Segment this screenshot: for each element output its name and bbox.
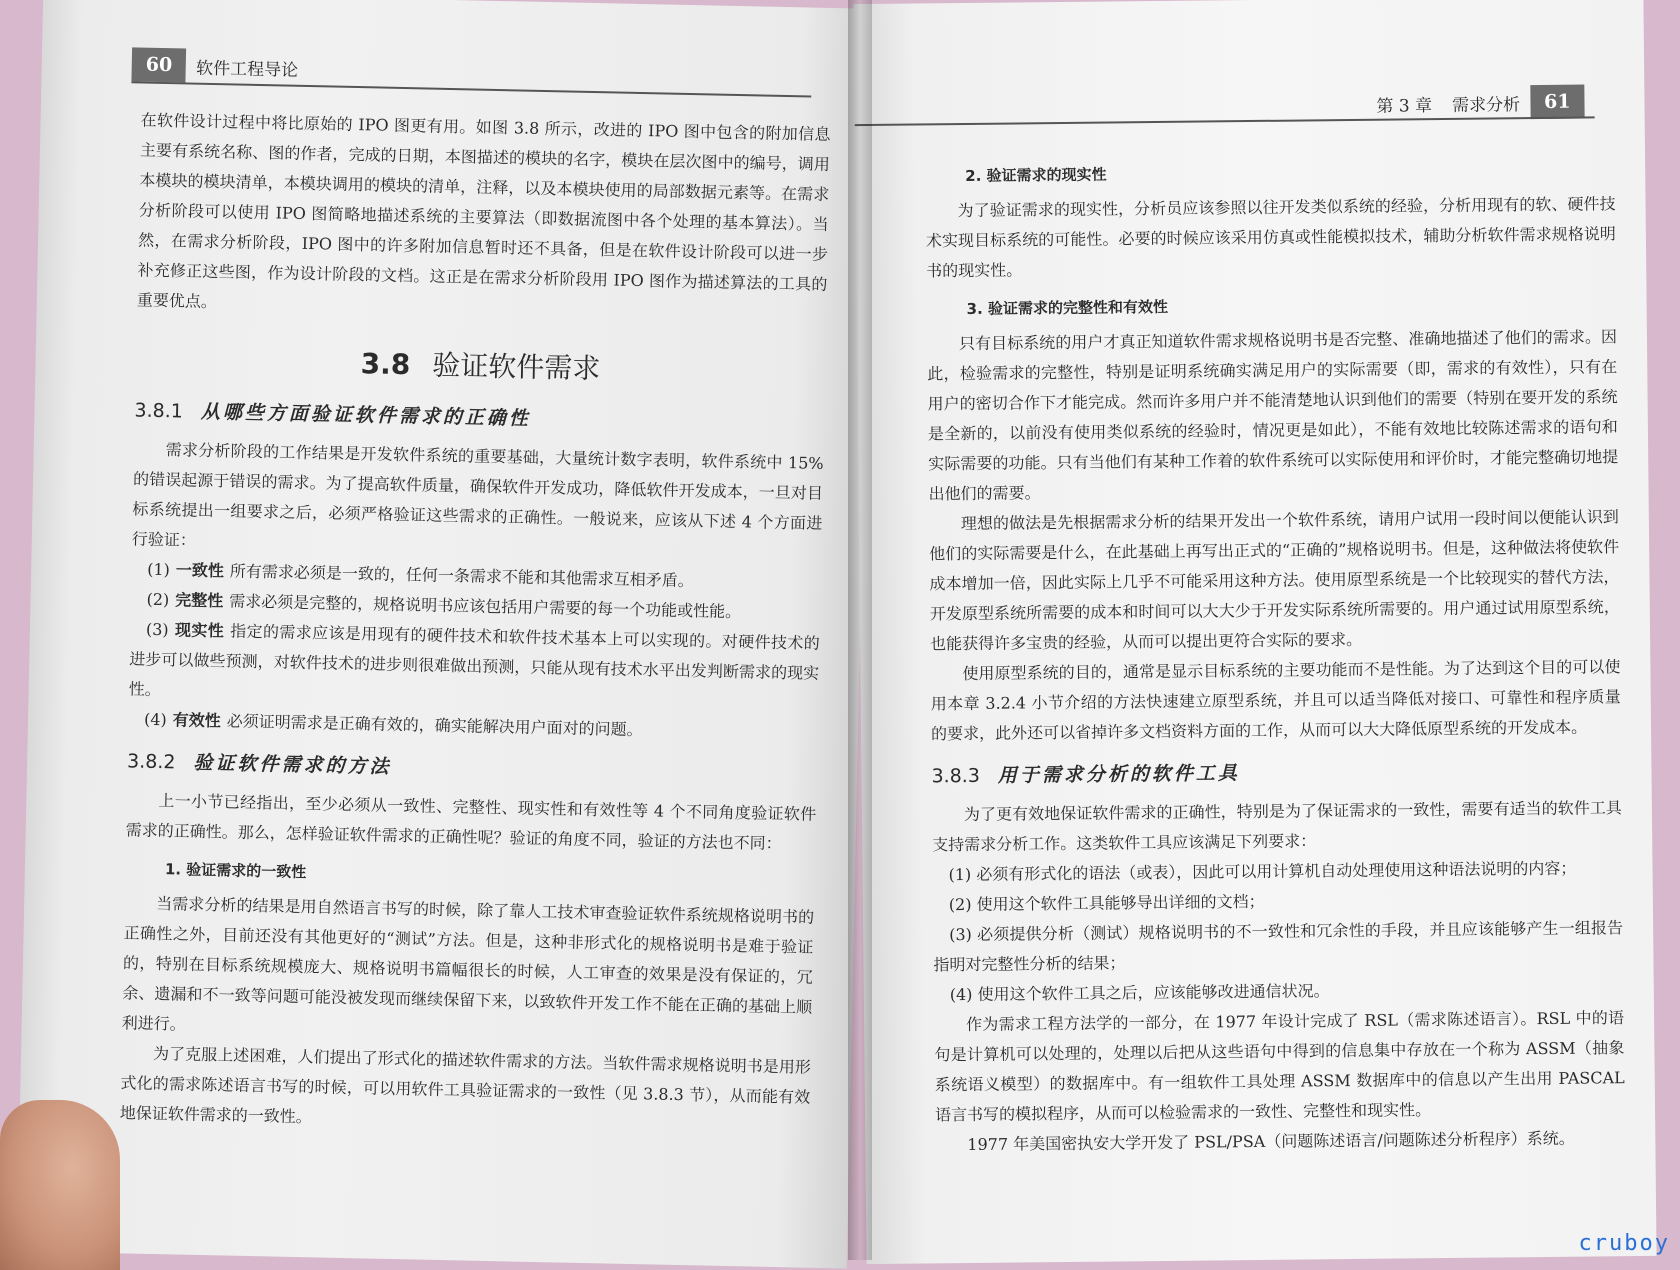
section-title: 验证软件需求: [431, 348, 601, 386]
right-content: [925, 146, 1626, 1160]
consistency-paragraph-1: 当需求分析的结果是用自然语言书写的时候，除了靠人工技术审查验证软件系统规格说明书的正确性之外，目前还没有其他更好的“测试”方法。但是，这种非形式化的规格说明书是难于验证的，特别在目标系统规模庞大、规格说明书篇幅很长的时候，人工审查的效果是没有保证的，冗余、遗漏和不一致等问题可能没被发现而继续保留下来，以致软件开发工作不能在正确的基础上顺利进行。: [121, 894, 815, 1034]
completeness-paragraph-2: 理想的做法是先根据需求分析的结果开发出一个软件系统，请用户试用一段时间以便能认识到他们的实际需要是什么，在此基础上再写出正式的“正确的”规格说明书。但是，这种做法将使软件成本增加一倍，因此实际上几乎不可能采用这种方法。使用原型系统是一个比较现实的替代方法，开发原型系统所需要的成本和时间可以大大少于开发实际系统所需要的。用户通过试用原型系统，也能获得许多宝贵的经验，从而可以提出更符合实际的要求。: [929, 507, 1620, 654]
left-running-title: 软件工程导论: [195, 58, 299, 81]
criterion-index: (1): [147, 559, 171, 580]
requirement-item: (2) 使用这个软件工具能够导出详细的文档；: [948, 891, 1265, 915]
minor-heading-reality: 2. 验证需求的现实性: [965, 165, 1107, 186]
criterion-item: [128, 614, 820, 718]
criterion-index: (2): [146, 589, 170, 610]
criterion-text: 指定的需求应该是用现有的硬件技术和软件技术基本上可以实现的。对硬件技术的进步可以做些预测，对软件技术的进步则很难做出预测，只能从现有技术水平出发判断需求的现实性。: [128, 621, 820, 700]
section-number: 3.8: [360, 347, 411, 382]
requirement-item: (3) 必须提供分析（测试）规格说明书的不一致性和冗余性的手段，并且应该能够产生一组报告指明对完整性分析的结果；: [933, 918, 1624, 975]
left-head-rule: [131, 81, 811, 97]
left-page: [17, 0, 873, 1269]
tools-paragraph: 为了更有效地保证软件需求的正确性，特别是为了保证需求的一致性，需要有适当的软件工具支持需求分析工作。这类软件工具应该满足下列要求：: [932, 798, 1622, 855]
criterion-term: 一致性: [175, 560, 225, 581]
subsection-number: 3.8.3: [931, 764, 980, 788]
criterion-index: (4): [143, 709, 167, 730]
requirement-item: (4) 使用这个软件工具之后，应该能够改进通信状况。: [949, 981, 1330, 1005]
book-gutter: [848, 0, 872, 1260]
requirement-item: (1) 必须有形式化的语法（或表），因此可以用计算机自动处理使用这种语法说明的内容；: [948, 858, 1577, 885]
subsection-1-paragraph: 需求分析阶段的工作结果是开发软件系统的重要基础，大量统计数字表明，软件系统中 15% 的错误起源于错误的需求。为了提高软件质量，确保软件开发成功，降低软件开发成本，一旦对目标系统提出一组要求之后，必须严格验证这些需求的正确性。一般说来，应该从下述 4 个方面进行验证：: [131, 440, 824, 550]
subsection-heading-1: [134, 395, 824, 436]
criterion-text: 必须证明需求是正确有效的，确实能解决用户面对的问题。: [226, 711, 643, 740]
criterion-term: 有效性: [172, 710, 221, 731]
right-page-number: 61: [1530, 85, 1585, 120]
watermark: cruboy: [1578, 1231, 1670, 1256]
rsl-paragraph: 作为需求工程方法学的一部分，在 1977 年设计完成了 RSL（需求陈述语言）。RSL 中的语句是计算机可以处理的，处理以后把从这些语句中得到的信息集中存放在一个称为 ASSM（抽象系统语义模型）的数据库中。有一组软件工具处理 ASSM 数据库中的信息以产生出用 PASCAL 语言书写的模拟程序，从而可以检验需求的一致性、完整性和现实性。: [934, 1008, 1625, 1125]
minor-heading-consistency: 1. 验证需求的一致性: [164, 860, 307, 882]
subsection-heading-2: [127, 746, 817, 787]
completeness-paragraph-3: 使用原型系统的目的，通常是显示目标系统的主要功能而不是性能。为了达到这个目的可以使用本章 3.2.4 小节介绍的方法快速建立原型系统，并且可以适当降低对接口、可靠性和程序质量的要求，此外还可以省掉许多文档资料方面的工作，从而可以大大降低原型系统的开发成本。: [930, 657, 1621, 744]
thumb: [0, 1100, 120, 1270]
completeness-paragraph-1: 只有目标系统的用户才真正知道软件需求规格说明书是否完整、准确地描述了他们的需求。因此，检验需求的完整性，特别是证明系统确实满足用户的实际需要（即，需求的有效性），只有在用户的密切合作下才能完成。然而许多用户并不能清楚地认识到他们的需要（特别在要开发的系统是全新的，以前没有使用类似系统的经验时，情况更是如此），不能有效地比较陈述需求的语句和实际需要的功能。只有当他们有某种工作着的软件系统可以实际使用和评价时，才能完整确切地提出他们的需要。: [927, 327, 1619, 504]
subsection-heading-3: [931, 754, 1621, 788]
reality-paragraph: 为了验证需求的现实性，分析员应该参照以往开发类似系统的经验，分析用现有的软、硬件技术实现目标系统的可能性。必要的时候应该采用仿真或性能模拟技术，辅助分析软件需求规格说明书的现实性。: [925, 194, 1616, 281]
chapter-title: 需求分析: [1451, 94, 1521, 116]
criterion-term: 完整性: [175, 590, 224, 611]
subsection-number: 3.8.1: [134, 399, 184, 423]
subsection-title: 用于需求分析的软件工具: [997, 762, 1240, 787]
right-head-rule: [855, 116, 1595, 126]
left-content: [119, 106, 830, 1143]
chapter-label: 第 3 章: [1376, 95, 1433, 117]
right-page: [853, 0, 1656, 1264]
criterion-text: 需求必须是完整的，规格说明书应该包括用户需要的每一个功能或性能。: [229, 591, 742, 622]
left-page-number: 60: [131, 47, 186, 82]
psl-paragraph: 1977 年美国密执安大学开发了 PSL/PSA（问题陈述语言/问题陈述分析程序）系统。: [967, 1128, 1575, 1155]
criterion-text: 所有需求必须是一致的，任何一条需求不能和其他需求互相矛盾。: [229, 561, 694, 591]
intro-paragraph: 在软件设计过程中将比原始的 IPO 图更有用。如图 3.8 所示，改进的 IPO 图中包含的附加信息主要有系统名称、图的作者，完成的日期，本图描述的模块的名字，模块在层次图中的编号，调用本模块的模块清单，本模块调用的模块的清单，注释，以及本模块使用的局部数据元素等。在需求分析阶段可以使用 IPO 图简略地描述系统的主要算法（即数据流图中各个处理的基本算法）。当然，在需求分析阶段，IPO 图中的许多附加信息暂时还不具备，但是在软件设计阶段可以进一步补充修正这些图，作为设计阶段的文档。这正是在需求分析阶段用 IPO 图作为描述算法的工具的重要优点。: [136, 110, 831, 312]
criterion-term: 现实性: [174, 620, 225, 641]
left-running-head: [131, 47, 308, 85]
right-running-head: [1366, 85, 1584, 121]
subsection-number: 3.8.2: [126, 750, 176, 774]
subsection-title: 验证软件需求的方法: [193, 751, 392, 778]
consistency-paragraph-2: 为了克服上述困难，人们提出了形式化的描述软件需求的方法。当软件需求规格说明书是用形式化的需求陈述语言书写的时候，可以用软件工具验证需求的一致性（见 3.8.3 节），从而能有效地保证软件需求的一致性。: [119, 1043, 812, 1127]
criterion-index: (3): [145, 619, 169, 640]
subsection-2-paragraph: 上一小节已经指出，至少必须从一致性、完整性、现实性和有效性等 4 个不同角度验证软件需求的正确性。那么，怎样验证软件需求的正确性呢？验证的角度不同，验证的方法也不同：: [125, 791, 817, 854]
subsection-title: 从哪些方面验证软件需求的正确性: [200, 400, 532, 430]
minor-heading-completeness: 3. 验证需求的完整性和有效性: [966, 297, 1169, 319]
section-heading: [135, 337, 826, 391]
